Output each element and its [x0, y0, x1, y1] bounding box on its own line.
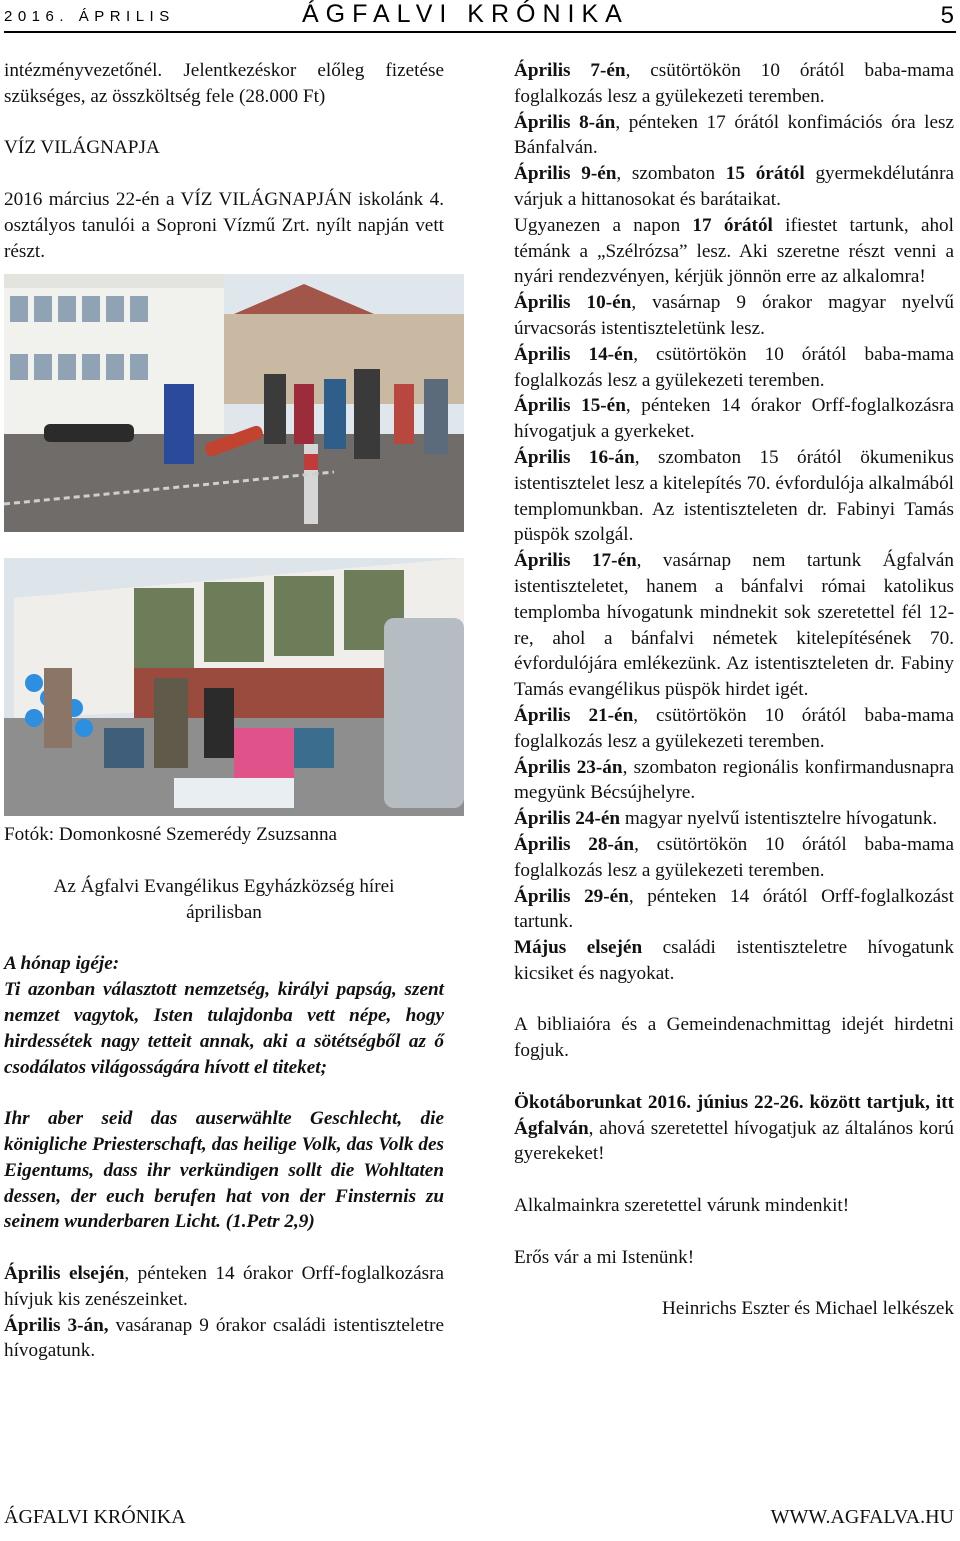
footer-website-link[interactable]: WWW.AGFALVA.HU — [770, 1506, 954, 1528]
event-april-9: Április 9-én, szombaton 15 órától gyermekdélutánra várjuk a hittanosokat és barátaikat. — [514, 163, 954, 210]
intro-paragraph: intézményvezetőnél. Jelentkezéskor előleg fizetése szükséges, az összköltség fele (28.000 Ft) — [4, 60, 444, 107]
right-column — [514, 58, 954, 1322]
water-day-text: 2016 március 22-én a VÍZ VILÁGNAPJÁN iskolánk 4. osztályos tanulói a Soproni Vízmű Zrt. nyílt napján vett részt. — [4, 188, 444, 262]
event-april-21: Április 21-én, csütörtökön 10 órától baba-mama foglalkozás lesz a gyülekezeti teremben. — [514, 704, 954, 752]
event-april-29: Április 29-én, pénteken 14 órától Orff-foglalkozást tartunk. — [514, 885, 954, 933]
event-april-9-evening: Ugyanezen a napon 17 órától ifiestet tartunk, ahol témánk a „Szélrózsa” lesz. Aki szeretne részt venni a nyári rendezvényen, kérjük jönnön erre az alkalomra! — [514, 214, 954, 288]
welcome-text: Alkalmainkra szeretettel várunk mindenkit! — [514, 1195, 850, 1217]
event-april-7: Április 7-én, csütörtökön 10 órától baba-mama foglalkozás lesz a gyülekezeti teremben. — [514, 60, 954, 107]
event-april-3: Április 3-án, vasáranap 9 órakor családi istentiszteletre hívogatunk. — [4, 1314, 444, 1362]
water-day-title: VÍZ VILÁGNAPJA — [4, 137, 160, 159]
verse-label: A hónap igéje: — [4, 953, 120, 975]
bible-hour-note: A bibliaióra és a Gemeindenachmittag idejét hirdetni fogjuk. — [514, 1014, 954, 1062]
motto-text: Erős vár a mi Istenünk! — [514, 1246, 695, 1268]
event-april-15: Április 15-én, pénteken 14 órakor Orff-foglalkozásra hívogatjuk a gyerkeket. — [514, 395, 954, 443]
event-april-14: Április 14-én, csütörtökön 10 órától baba-mama foglalkozás lesz a gyülekezeti teremben. — [514, 343, 954, 391]
header-rule — [4, 31, 956, 33]
event-april-17: Április 17-én, vasárnap nem tartunk Ágfalván istentiszteletet, hanem a bánfalvi római katolikus templomba hívogatunk mindnekit sok szeretettel fél 12-re, ahol a bánfalvi németek kitelepítésének 70. évfordulójára emlékezünk. Az istentiszteleten dr. Fabiny Tamás evangélikus püspök hirdet igét. — [514, 550, 954, 701]
water-day-photo-1 — [4, 274, 464, 532]
photo-credit: Fotók: Domonkosné Szemerédy Zsuzsanna — [4, 824, 338, 846]
news-title-line-2: áprilisban — [186, 901, 262, 923]
verse-hungarian: Ti azonban választott nemzetség, királyi papság, szent nemzet vagytok, Isten tulajdonba vett népe, hogy hirdessétek nagy tetteit annak, aki a sötétségből az ő csodálatos világosságára hívott el titeket; — [4, 979, 444, 1078]
header-title: ÁGFALVI KRÓNIKA — [302, 0, 629, 28]
footer-publication: ÁGFALVI KRÓNIKA — [4, 1506, 186, 1528]
news-title-line-1: Az Ágfalvi Evangélikus Egyházközség hírei — [53, 875, 395, 897]
eco-camp-note: Ökotáborunkat 2016. június 22-26. között tartjuk, itt Ágfalván, ahová szeretettel hívogatjuk az általános korú gyerekeket! — [514, 1091, 954, 1165]
event-april-1: Április elsején, pénteken 14 órakor Orff-foglalkozásra hívjuk kis zenészeinket. — [4, 1262, 444, 1310]
page-number: 5 — [940, 2, 954, 29]
event-april-24: Április 24-én magyar nyelvű istentisztelre hívogatunk. — [514, 808, 938, 830]
event-april-8: Április 8-án, pénteken 17 órától konfimációs óra lesz Bánfalván. — [514, 111, 954, 159]
event-may-1: Május elsején családi istentiszteletre hívogatunk kicsiket és nagyokat. — [514, 937, 954, 984]
event-april-10: Április 10-én, vasárnap 9 órakor magyar nyelvű úrvacsorás istentiszteletünk lesz. — [514, 292, 954, 339]
event-april-23: Április 23-án, szombaton regionális konfirmandusnapra megyünk Bécsújhelyre. — [514, 756, 954, 804]
water-day-photo-2 — [4, 558, 464, 816]
left-column — [4, 58, 444, 1364]
event-april-28: Április 28-án, csütörtökön 10 órától baba-mama foglalkozás lesz a gyülekezeti teremben. — [514, 833, 954, 881]
page-header — [4, 0, 956, 34]
verse-german: Ihr aber seid das auserwählte Geschlecht, die königliche Priesterschaft, das heilige Volk, das Volk des Eigentums, dass ihr verkündigen sollt die Wohltaten dessen, der euch berufen hat von der Finsternis zu seinem wunderbaren Licht. (1.Petr 2,9) — [4, 1108, 444, 1233]
signature: Heinrichs Eszter és Michael lelkészek — [662, 1298, 954, 1320]
header-date: 2016. ÁPRILIS — [4, 8, 175, 25]
event-april-16: Április 16-án, szombaton 15 órától ökumenikus istentisztelet lesz a kitelepítés 70. évfordulója alkalmából templomunkban. Az istentiszteleten dr. Fabinyi Tamás püspök szolgál. — [514, 446, 954, 546]
